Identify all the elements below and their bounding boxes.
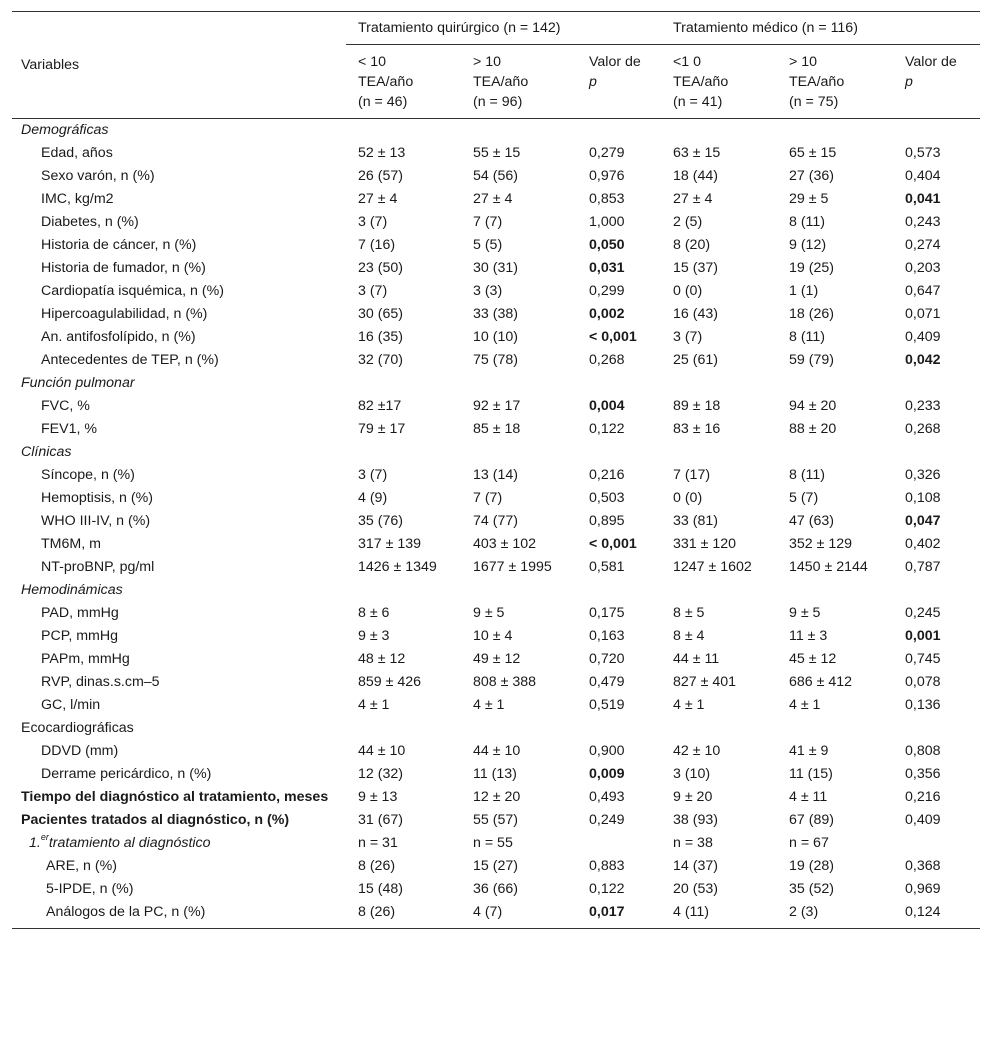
row-label: TM6M, m	[41, 536, 101, 552]
value-cell: 0,163	[589, 628, 625, 644]
table-row	[12, 234, 980, 257]
value-cell: 0,402	[905, 536, 941, 552]
value-cell: 0 (0)	[673, 490, 703, 506]
section-row	[12, 119, 980, 143]
value-cell: 0,299	[589, 283, 625, 299]
value-cell: 0,009	[589, 766, 625, 782]
value-cell: 13 (14)	[473, 467, 518, 483]
value-cell: 7 (16)	[358, 237, 396, 253]
row-label: Pacientes tratados al diagnóstico, n (%)	[21, 812, 290, 828]
value-cell: 11 ± 3	[789, 628, 828, 644]
value-cell: 0,004	[589, 398, 625, 414]
row-label: PCP, mmHg	[41, 628, 118, 644]
section-row	[12, 717, 980, 740]
row-label: 1.$^{er}$tratamiento al diagnóstico	[29, 832, 211, 851]
value-cell: 88 ± 20	[789, 421, 837, 437]
row-label: NT-proBNP, pg/ml	[41, 559, 155, 575]
table-row	[12, 280, 980, 303]
value-cell: 0,900	[589, 743, 625, 759]
table-row	[12, 211, 980, 234]
value-cell: 8 (26)	[358, 858, 396, 874]
value-cell: 403 ± 102	[473, 536, 537, 552]
value-cell: 44 ± 10	[358, 743, 406, 759]
value-cell: 79 ± 17	[358, 421, 406, 437]
value-cell: n = 67	[789, 835, 829, 851]
value-cell: 0,969	[905, 881, 941, 897]
value-cell: 27 ± 4	[358, 191, 398, 207]
table-row	[12, 901, 980, 929]
row-label: Hemoptisis, n (%)	[41, 490, 153, 506]
value-cell: 54 (56)	[473, 168, 518, 184]
value-cell: 9 ± 20	[673, 789, 713, 805]
value-cell: 0,233	[905, 398, 941, 414]
value-cell: 0,268	[905, 421, 941, 437]
value-cell: 16 (35)	[358, 329, 403, 345]
value-cell: 0,853	[589, 191, 625, 207]
row-label: Análogos de la PC, n (%)	[12, 901, 346, 929]
table-row	[12, 878, 980, 901]
value-cell: 2 (5)	[673, 214, 703, 230]
value-cell: 0,216	[905, 789, 941, 805]
value-cell: 8 (11)	[789, 467, 826, 483]
table-row	[12, 694, 980, 717]
value-cell: 3 (7)	[358, 283, 388, 299]
table-row	[12, 165, 980, 188]
value-cell: 18 (44)	[673, 168, 718, 184]
value-cell: 67 (89)	[789, 812, 834, 828]
value-cell: 89 ± 18	[673, 398, 721, 414]
row-label: PAPm, mmHg	[41, 651, 130, 667]
value-cell: 27 ± 4	[473, 191, 513, 207]
value-cell: 11 (13)	[473, 766, 517, 782]
value-cell: 7 (17)	[673, 467, 711, 483]
table-body	[12, 119, 980, 929]
row-label: Edad, años	[41, 145, 113, 161]
value-cell: 12 (32)	[358, 766, 403, 782]
row-label: DDVD (mm)	[41, 743, 119, 759]
value-cell: 0,078	[905, 674, 941, 690]
row-label: Cardiopatía isquémica, n (%)	[41, 283, 224, 299]
row-label: WHO III-IV, n (%)	[41, 513, 151, 529]
value-cell: 63 ± 15	[673, 145, 721, 161]
value-cell: 19 (28)	[789, 858, 834, 874]
value-cell: 0,136	[905, 697, 941, 713]
value-cell: 11 (15)	[789, 766, 833, 782]
table-row	[12, 257, 980, 280]
table-row	[12, 786, 980, 809]
value-cell: 0,787	[905, 559, 941, 575]
value-cell: 30 (31)	[473, 260, 518, 276]
value-cell: 36 (66)	[473, 881, 518, 897]
value-cell: 8 ± 4	[673, 628, 705, 644]
value-cell: 14 (37)	[673, 858, 718, 874]
row-label: Historia de cáncer, n (%)	[41, 237, 197, 253]
section-label: Función pulmonar	[21, 375, 135, 391]
value-cell: 49 ± 12	[473, 651, 521, 667]
value-cell: 35 (52)	[789, 881, 834, 897]
value-cell: 19 (25)	[789, 260, 834, 276]
table-row	[12, 464, 980, 487]
value-cell: 0,216	[589, 467, 625, 483]
value-cell: 48 ± 12	[358, 651, 406, 667]
section-label: Clínicas	[21, 444, 72, 460]
value-cell: 2 (3)	[777, 901, 893, 929]
value-cell: 8 (11)	[789, 329, 826, 345]
value-cell: 83 ± 16	[673, 421, 721, 437]
value-cell: 1,000	[589, 214, 625, 230]
value-cell: 1426 ± 1349	[358, 559, 437, 575]
value-cell: < 0,001	[589, 329, 637, 345]
value-cell: 0,108	[905, 490, 941, 506]
value-cell: 0,573	[905, 145, 941, 161]
value-cell: 9 ± 13	[358, 789, 398, 805]
value-cell: 1677 ± 1995	[473, 559, 552, 575]
value-cell: 0,017	[577, 901, 661, 929]
medical-group-header: Tratamiento médico (n = 116)	[661, 12, 980, 45]
value-cell: 0,409	[905, 329, 941, 345]
value-cell: 1 (1)	[789, 283, 819, 299]
value-cell: 44 ± 11	[673, 651, 720, 667]
value-cell: 1247 ± 1602	[673, 559, 752, 575]
value-cell: 27 (36)	[789, 168, 834, 184]
col-header-surgical-gt10: > 10 TEA/año (n = 96)	[461, 45, 577, 119]
value-cell: 33 (38)	[473, 306, 518, 322]
value-cell: 31 (67)	[358, 812, 403, 828]
table-row	[12, 740, 980, 763]
value-cell: 0,647	[905, 283, 941, 299]
row-label: 5-IPDE, n (%)	[46, 881, 134, 897]
value-cell: 0,279	[589, 145, 625, 161]
value-cell: 41 ± 9	[789, 743, 829, 759]
table-row	[12, 763, 980, 786]
value-cell: 42 ± 10	[673, 743, 721, 759]
section-row	[12, 372, 980, 395]
value-cell: 0,274	[905, 237, 941, 253]
value-cell: 0,326	[905, 467, 941, 483]
value-cell: 5 (5)	[473, 237, 503, 253]
value-cell: 52 ± 13	[358, 145, 406, 161]
value-cell: 352 ± 129	[789, 536, 853, 552]
section-label: Hemodinámicas	[21, 582, 123, 598]
value-cell: 331 ± 120	[673, 536, 737, 552]
table-row	[12, 395, 980, 418]
value-cell: 85 ± 18	[473, 421, 521, 437]
row-label: Diabetes, n (%)	[41, 214, 139, 230]
value-cell: 7 (7)	[473, 490, 503, 506]
value-cell: 20 (53)	[673, 881, 718, 897]
value-cell: 317 ± 139	[358, 536, 422, 552]
value-cell: 0,479	[589, 674, 625, 690]
value-cell: 0,050	[589, 237, 625, 253]
col-header-surgical-lt10: < 10 TEA/año (n = 46)	[346, 45, 461, 119]
table-row	[12, 855, 980, 878]
row-label: IMC, kg/m2	[41, 191, 114, 207]
value-cell: 15 (37)	[673, 260, 718, 276]
value-cell: 45 ± 12	[789, 651, 837, 667]
value-cell: 859 ± 426	[358, 674, 422, 690]
value-cell: 26 (57)	[358, 168, 403, 184]
value-cell: 1450 ± 2144	[789, 559, 868, 575]
value-cell: 0,895	[589, 513, 625, 529]
value-cell: 0,041	[905, 191, 941, 207]
value-cell: < 0,001	[589, 536, 637, 552]
value-cell: 0,356	[905, 766, 941, 782]
value-cell: 0 (0)	[673, 283, 703, 299]
value-cell: 0,175	[589, 605, 625, 621]
surgical-group-header: Tratamiento quirúrgico (n = 142)	[346, 12, 661, 45]
value-cell: 94 ± 20	[789, 398, 837, 414]
table-row	[12, 188, 980, 211]
value-cell: 0,071	[905, 306, 941, 322]
value-cell	[893, 832, 980, 855]
value-cell: 0,047	[905, 513, 941, 529]
col-header-medical-pvalue: Valor de p	[893, 45, 980, 119]
value-cell: 82 ±17	[358, 398, 402, 414]
table-row	[12, 533, 980, 556]
value-cell: 29 ± 5	[789, 191, 829, 207]
value-cell: 4 (11)	[661, 901, 777, 929]
table-row	[12, 625, 980, 648]
value-cell: 35 (76)	[358, 513, 403, 529]
table-row	[12, 648, 980, 671]
value-cell: 4 ± 11	[789, 789, 828, 805]
value-cell: 4 ± 1	[358, 697, 390, 713]
value-cell: 59 (79)	[789, 352, 834, 368]
value-cell: 4 (9)	[358, 490, 388, 506]
value-cell: 3 (7)	[358, 214, 388, 230]
section-row	[12, 579, 980, 602]
value-cell: 33 (81)	[673, 513, 718, 529]
value-cell: 3 (7)	[673, 329, 703, 345]
row-label: Síncope, n (%)	[41, 467, 135, 483]
row-label: FVC, %	[41, 398, 90, 414]
value-cell: 16 (43)	[673, 306, 718, 322]
value-cell: 0,745	[905, 651, 941, 667]
value-cell: 7 (7)	[473, 214, 503, 230]
value-cell: 808 ± 388	[473, 674, 537, 690]
value-cell: 0,519	[589, 697, 625, 713]
value-cell: 0,404	[905, 168, 941, 184]
data-table	[12, 11, 980, 929]
value-cell: 0,808	[905, 743, 941, 759]
value-cell: 0,245	[905, 605, 941, 621]
value-cell: 12 ± 20	[473, 789, 521, 805]
value-cell: 8 (26)	[346, 901, 461, 929]
value-cell: 0,122	[589, 421, 625, 437]
value-cell: 0,720	[589, 651, 625, 667]
table-row	[12, 556, 980, 579]
value-cell: 55 (57)	[473, 812, 518, 828]
value-cell: 55 ± 15	[473, 145, 521, 161]
value-cell: 0,268	[589, 352, 625, 368]
value-cell: 4 ± 1	[673, 697, 705, 713]
value-cell: 23 (50)	[358, 260, 403, 276]
table-row	[12, 142, 980, 165]
row-label: PAD, mmHg	[41, 605, 119, 621]
table-row	[12, 602, 980, 625]
value-cell: 0,883	[589, 858, 625, 874]
section-label: Ecocardiográficas	[21, 720, 134, 736]
row-label: An. antifosfolípido, n (%)	[41, 329, 196, 345]
value-cell	[577, 832, 661, 855]
value-cell: 8 (11)	[789, 214, 826, 230]
value-cell: 3 (7)	[358, 467, 388, 483]
value-cell: 0,122	[589, 881, 625, 897]
row-label: RVP, dinas.s.cm–5	[41, 674, 160, 690]
value-cell: 0,368	[905, 858, 941, 874]
section-row	[12, 441, 980, 464]
table-row	[12, 671, 980, 694]
value-cell: 0,976	[589, 168, 625, 184]
value-cell: n = 38	[673, 835, 713, 851]
value-cell: 0,249	[589, 812, 625, 828]
table-row	[12, 809, 980, 832]
row-label: GC, l/min	[41, 697, 101, 713]
value-cell: 3 (10)	[673, 766, 711, 782]
table-row	[12, 418, 980, 441]
row-label: ARE, n (%)	[46, 858, 117, 874]
value-cell: 18 (26)	[789, 306, 834, 322]
value-cell: 74 (77)	[473, 513, 518, 529]
value-cell: 15 (27)	[473, 858, 518, 874]
value-cell: 0,002	[589, 306, 625, 322]
value-cell: 9 ± 3	[358, 628, 390, 644]
value-cell: 4 (7)	[461, 901, 577, 929]
value-cell: 4 ± 1	[473, 697, 505, 713]
value-cell: 5 (7)	[789, 490, 819, 506]
row-label: Hipercoagulabilidad, n (%)	[41, 306, 208, 322]
value-cell: 9 (12)	[789, 237, 827, 253]
value-cell: n = 55	[473, 835, 513, 851]
table-row	[12, 510, 980, 533]
value-cell: 15 (48)	[358, 881, 403, 897]
value-cell: 30 (65)	[358, 306, 403, 322]
value-cell: 38 (93)	[673, 812, 718, 828]
value-cell: 10 (10)	[473, 329, 518, 345]
section-label: Demográficas	[21, 122, 109, 138]
col-header-medical-lt10: <1 0 TEA/año (n = 41)	[661, 45, 777, 119]
value-cell: 25 (61)	[673, 352, 718, 368]
table-row	[12, 326, 980, 349]
value-cell: 0,031	[589, 260, 625, 276]
value-cell: 8 ± 6	[358, 605, 390, 621]
value-cell: n = 31	[358, 835, 398, 851]
table-row	[12, 832, 980, 855]
value-cell: 4 ± 1	[789, 697, 821, 713]
row-label: Tiempo del diagnóstico al tratamiento, meses	[21, 789, 329, 805]
value-cell: 92 ± 17	[473, 398, 521, 414]
value-cell: 0,203	[905, 260, 941, 276]
row-label: FEV1, %	[41, 421, 97, 437]
value-cell: 44 ± 10	[473, 743, 521, 759]
value-cell: 827 ± 401	[673, 674, 737, 690]
value-cell: 0,042	[905, 352, 941, 368]
value-cell: 47 (63)	[789, 513, 834, 529]
value-cell: 9 ± 5	[473, 605, 505, 621]
col-header-medical-gt10: > 10 TEA/año (n = 75)	[777, 45, 893, 119]
row-label: Sexo varón, n (%)	[41, 168, 155, 184]
value-cell: 8 (20)	[673, 237, 711, 253]
variables-header: Variables	[12, 12, 346, 119]
table-row	[12, 487, 980, 510]
row-label: Antecedentes de TEP, n (%)	[41, 352, 219, 368]
value-cell: 0,581	[589, 559, 625, 575]
value-cell: 3 (3)	[473, 283, 503, 299]
value-cell: 0,001	[905, 628, 941, 644]
value-cell: 32 (70)	[358, 352, 403, 368]
value-cell: 0,503	[589, 490, 625, 506]
value-cell: 0,124	[893, 901, 980, 929]
value-cell: 65 ± 15	[789, 145, 837, 161]
value-cell: 686 ± 412	[789, 674, 853, 690]
row-label: Derrame pericárdico, n (%)	[41, 766, 212, 782]
col-header-surgical-pvalue: Valor de p	[577, 45, 661, 119]
value-cell: 10 ± 4	[473, 628, 513, 644]
value-cell: 0,409	[905, 812, 941, 828]
row-label: Historia de fumador, n (%)	[41, 260, 206, 276]
value-cell: 8 ± 5	[673, 605, 705, 621]
value-cell: 9 ± 5	[789, 605, 821, 621]
value-cell: 0,493	[589, 789, 625, 805]
value-cell: 75 (78)	[473, 352, 518, 368]
table-row	[12, 349, 980, 372]
value-cell: 27 ± 4	[673, 191, 713, 207]
table-row	[12, 303, 980, 326]
value-cell: 0,243	[905, 214, 941, 230]
